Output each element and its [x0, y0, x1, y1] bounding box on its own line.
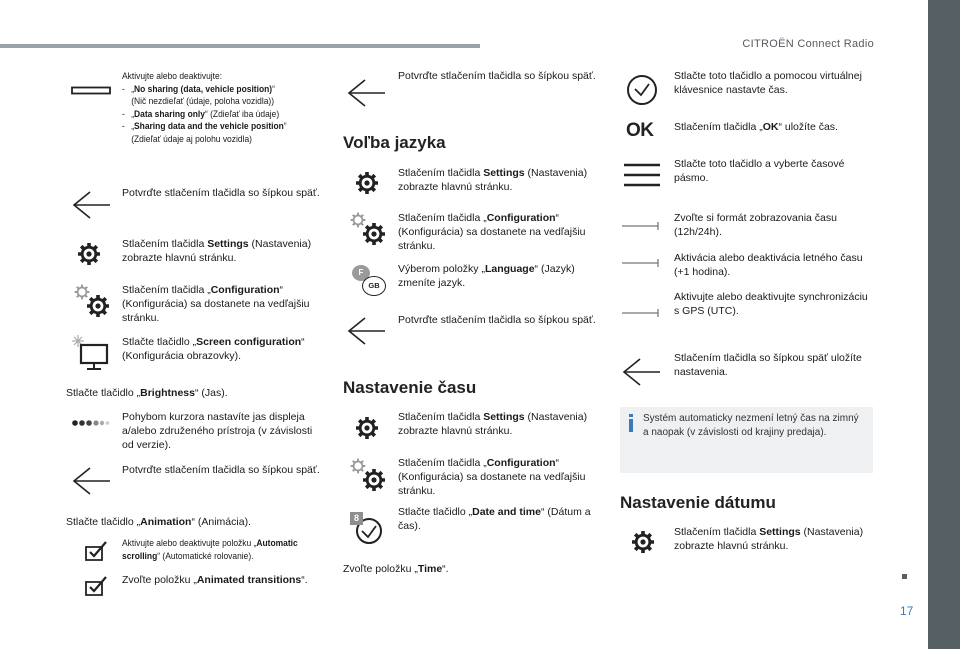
- language-instruction: Výberom položky „Language“ (Jazyk) zmeníte jazyk.: [398, 263, 575, 289]
- check-circle-icon[interactable]: [626, 74, 658, 106]
- header-rule: [0, 44, 480, 48]
- back-instruction: Potvrďte stlačením tlačidla so šípkou späť.: [398, 314, 596, 326]
- slider-line-icon[interactable]: [622, 222, 662, 230]
- gps-instruction: Aktivujte alebo deaktivujte synchronizáciu s GPS (UTC).: [674, 291, 868, 317]
- time-item-instruction: Zvoľte položku „Time“.: [343, 563, 449, 575]
- share-intro: Aktivujte alebo deaktivujte:: [122, 71, 223, 81]
- format-instruction: Zvoľte si formát zobrazovania času (12h/24h).: [674, 212, 837, 238]
- back-arrow-icon[interactable]: [622, 357, 662, 387]
- flag-f: F: [352, 265, 370, 281]
- brightness-instruction: Stlačte tlačidlo „Brightness“ (Jas).: [66, 387, 228, 399]
- share-item: - „Data sharing only“ (Zdieľať iba údaje): [122, 108, 280, 119]
- info-text: Systém automaticky nezmení letný čas na zimný a naopak (v závislosti od krajiny predaja).: [643, 413, 859, 438]
- timezone-instruction: Stlačte toto tlačidlo a vyberte časové pásmo.: [674, 158, 845, 184]
- back-instruction: Potvrďte stlačením tlačidla so šípkou späť.: [122, 187, 320, 199]
- settings-instruction: Stlačením tlačidla Settings (Nastavenia) zobrazte hlavnú stránku.: [674, 526, 864, 552]
- screen-config-instruction: Stlačte tlačidlo „Screen configuration“ (Konfigurácia obrazovky).: [122, 336, 305, 362]
- info-icon: [628, 414, 634, 432]
- ok-icon[interactable]: OK: [626, 120, 654, 141]
- slider-line-icon[interactable]: [622, 309, 662, 317]
- slider-line-icon[interactable]: [622, 259, 662, 267]
- gear-icon[interactable]: [355, 416, 379, 440]
- date-badge: 8: [350, 512, 363, 525]
- back-arrow-icon[interactable]: [347, 78, 387, 108]
- back-instruction: Potvrďte stlačením tlačidla so šípkou späť.: [122, 464, 320, 476]
- toggle-bar-icon: [72, 86, 112, 96]
- language-heading: Voľba jazyka: [343, 133, 446, 152]
- cursor-instruction: Pohybom kurzora nastavíte jas displeja a/alebo združeného prístroja (v závislosti od verzie).: [122, 411, 313, 451]
- ok-instruction: Stlačením tlačidla „OK“ uložíte čas.: [674, 121, 838, 133]
- autoscroll-instruction: Aktivujte alebo deaktivujte položku „Automatic scrolling“ (Automatické rolovanie).: [122, 538, 298, 561]
- share-item: - „Sharing data and the vehicle position“ (Zdieľať údaje aj polohu vozidla): [122, 121, 287, 144]
- list-icon[interactable]: [624, 163, 660, 189]
- settings-instruction: Stlačením tlačidla Settings (Nastavenia) zobrazte hlavnú stránku.: [398, 167, 588, 193]
- back-arrow-icon[interactable]: [72, 466, 112, 496]
- checkbox-icon[interactable]: [82, 575, 108, 597]
- page-dot: [902, 574, 907, 579]
- save-back-instruction: Stlačením tlačidla so šípkou späť uložíte nastavenia.: [674, 352, 862, 378]
- time-heading: Nastavenie času: [343, 378, 477, 397]
- page-sidebar: [928, 0, 960, 649]
- back-arrow-icon[interactable]: [72, 190, 112, 220]
- configuration-instruction: Stlačením tlačidla „Configuration“ (Konfigurácia) sa dostanete na vedľajšiu stránku.: [398, 212, 586, 252]
- double-gear-icon[interactable]: [350, 458, 386, 492]
- double-gear-icon[interactable]: [350, 212, 386, 246]
- animation-instruction: Stlačte tlačidlo „Animation“ (Animácia).: [66, 516, 251, 528]
- language-flag-icon[interactable]: [352, 265, 386, 295]
- settings-instruction: Stlačením tlačidla Settings (Nastavenia) zobrazte hlavnú stránku.: [122, 238, 312, 264]
- date-heading: Nastavenie dátumu: [620, 493, 776, 512]
- share-block: [122, 70, 292, 145]
- configuration-instruction: Stlačením tlačidla „Configuration“ (Konfigurácia) sa dostanete na vedľajšiu stránku.: [122, 284, 310, 324]
- brand-title: CITROËN Connect Radio: [742, 38, 874, 50]
- checkbox-icon[interactable]: [82, 540, 108, 562]
- page-number: 17: [900, 604, 914, 618]
- gear-icon[interactable]: [355, 171, 379, 195]
- settings-instruction: Stlačením tlačidla Settings (Nastavenia) zobrazte hlavnú stránku.: [398, 411, 588, 437]
- back-instruction: Potvrďte stlačením tlačidla so šípkou späť.: [398, 70, 596, 82]
- brightness-dots-icon[interactable]: [72, 418, 110, 428]
- screen-icon[interactable]: [72, 335, 110, 371]
- double-gear-icon[interactable]: [74, 284, 110, 318]
- animated-transitions-instruction: Zvoľte položku „Animated transitions“.: [122, 574, 308, 586]
- share-item: - „No sharing (data, vehicle position)“ (Nič nezdieľať (údaje, poloha vozidla)): [122, 83, 275, 106]
- gear-icon[interactable]: [77, 242, 101, 266]
- flag-gb: GB: [362, 276, 386, 296]
- configuration-instruction: Stlačením tlačidla „Configuration“ (Konfigurácia) sa dostanete na vedľajšiu stránku.: [398, 457, 586, 497]
- back-arrow-icon[interactable]: [347, 316, 387, 346]
- keyboard-instruction: Stlačte toto tlačidlo a pomocou virtuálnej klávesnice nastavte čas.: [674, 70, 862, 96]
- summer-time-instruction: Aktivácia alebo deaktivácia letného času (+1 hodina).: [674, 252, 863, 278]
- clock-icon[interactable]: [350, 512, 384, 546]
- date-time-instruction: Stlačte tlačidlo „Date and time“ (Dátum a čas).: [398, 506, 591, 532]
- gear-icon[interactable]: [631, 530, 655, 554]
